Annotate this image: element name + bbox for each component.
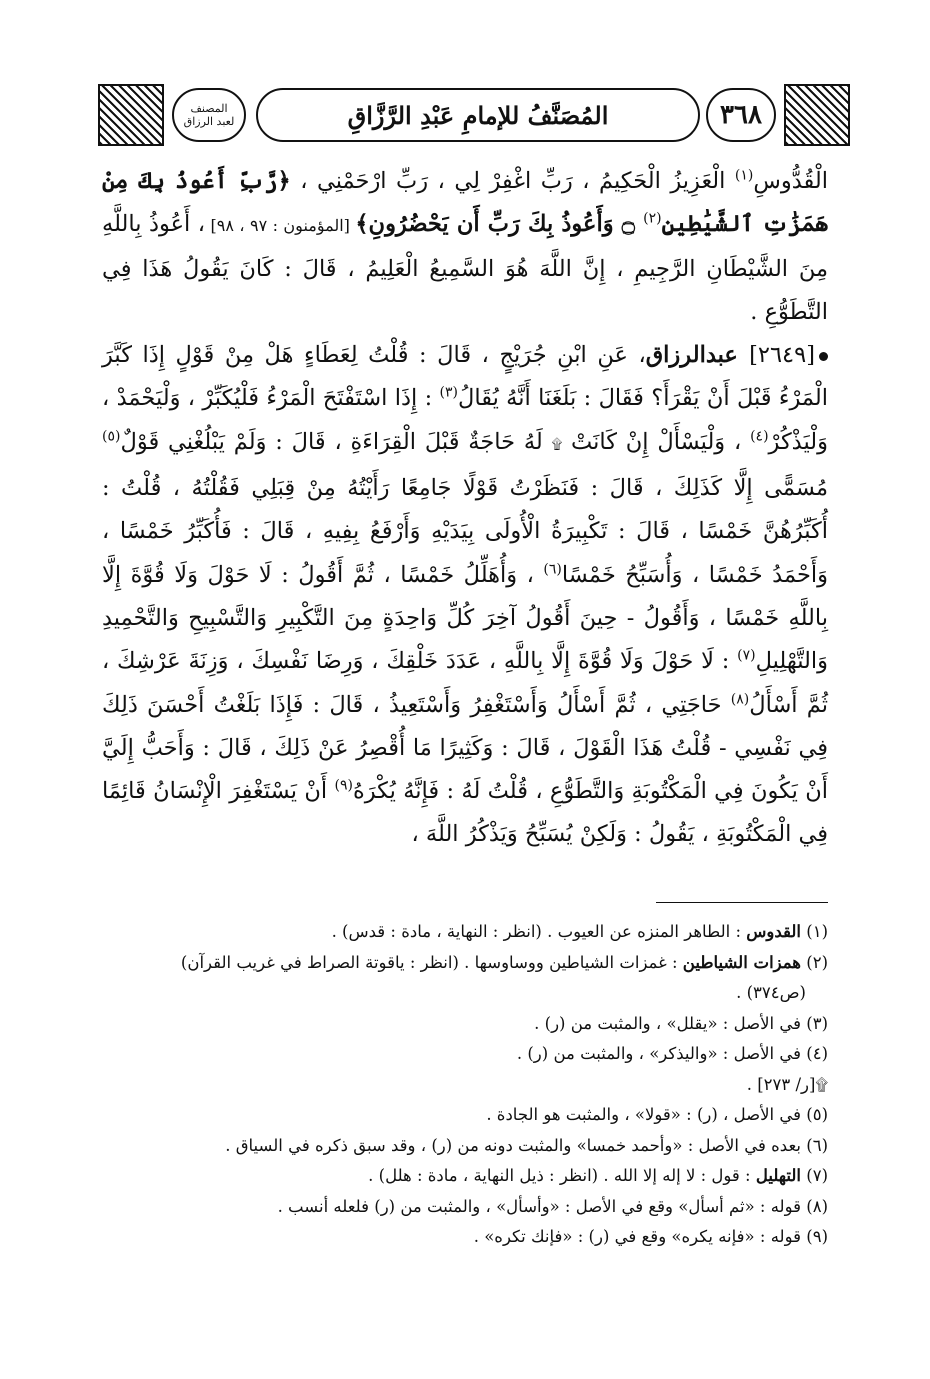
footnote-text: : غمزات الشياطين ووساوسها . (انظر : ياقوتة الصراط في غريب القرآن) — [180, 952, 683, 972]
footnote-9 — [102, 1222, 828, 1253]
text-segment: ، وَلْيَسْأَلْ إِنْ كَانَتْ — [562, 428, 751, 455]
footnote-text: [ر/ ٢٧٣] . — [746, 1074, 816, 1094]
text-segment: أَنْ يَسْتَغْفِرَ الْإِنْسَانُ قَائِمًا فِي الْمَكْتُوبَةِ ، يَقُولُ : وَلَكِنْ يُسَبِّحُ وَيَذْكُرُ اللَّهَ ، — [102, 778, 828, 848]
footnote-ref-4: (٤) — [750, 428, 769, 445]
footnote-divider — [656, 902, 828, 903]
footnote-ref-6: (٦) — [543, 561, 562, 578]
footnote-number: (٩) — [806, 1227, 828, 1246]
book-seal — [172, 88, 246, 142]
footnote-number: (٧) — [806, 1166, 828, 1185]
text-segment: : لَا حَوْلَ وَلَا قُوَّةَ إِلَّا بِاللَّهِ ، عَدَدَ خَلْقِكَ ، وَرِضَا نَفْسِكَ ، وَزِنَةَ عَرْشِكَ ، ثُمَّ أَسْأَلُ — [102, 648, 828, 718]
page-number: ٣٦٨ — [720, 100, 762, 130]
footnote-ref-8: (٨) — [730, 691, 750, 708]
text-segment: الْعَزِيزُ الْحَكِيمُ ، رَبِّ اغْفِرْ لِي ، رَبِّ ارْحَمْنِي ، — [290, 168, 735, 194]
seal-line1: المصنف — [190, 102, 228, 115]
hadith-number: [٢٦٤٩] — [749, 342, 815, 369]
text-segment: ، أَعُوذُ بِاللَّهِ مِنَ الشَّيْطَانِ الرَّجِيمِ ، إِنَّ اللَّهَ هُوَ السَّمِيعُ الْعَلِيمُ ، قَالَ : كَانَ يَقُولُ هَذَا فِي التَّطَوُّعِ . — [102, 211, 828, 325]
footnote-number: (٨) — [806, 1196, 828, 1216]
footnote-3 — [102, 1009, 828, 1040]
running-title — [256, 88, 700, 142]
footnote-text: : قول : لا إله إلا الله . (انظر : ذيل النهاية ، مادة : هلل) . — [368, 1166, 756, 1185]
paragraph-1 — [102, 160, 828, 334]
footnote-6 — [102, 1131, 828, 1162]
footnote-7 — [102, 1161, 828, 1192]
footnote-text: قوله : «ثم أسأل» وقع في الأصل : «وأسأل» ، والمثبت من (ر) فلعله أنسب . — [277, 1196, 801, 1216]
ornament-left — [98, 84, 164, 146]
running-title-text: المُصَنَّفُ للإمامِ عَبْدِ الرَّزَّاقِ — [347, 100, 609, 130]
footnote-text: : الطاهر المنزه عن العيوب . (انظر : النهاية ، مادة : قدس) . — [331, 922, 747, 941]
footnote-text: في الأصل : «يقلل» ، والمثبت من (ر) . — [534, 1013, 801, 1033]
footnote-ref-2: (٢) — [643, 210, 662, 227]
text-segment: مُسَمًّى إِلَّا كَذَلِكَ ، قَالَ : فَنَظَرْتُ قَوْلًا جَامِعًا رَأَيْتُهُ مِنْ قِبَلِي فَقُلْتُهُ ، قُلْتُ : أُكَبِّرُهُنَّ خَمْسًا ، قَالَ : تَكْبِيرَةُ الْأُولَى بِيَدَيْهِ وَأَرْفَعُ بِفِيهِ ، قَالَ : فَأُكَبِّرُ خَمْسًا ، وَأَحْمَدُ خَمْسًا ، وَأُسَبِّحُ خَمْسًا — [102, 475, 829, 588]
footnote-text: في الأصل ، (ر) : «قولا» ، والمثبت هو الجادة . — [486, 1105, 801, 1124]
text-segment: ، عَنِ ابْنِ جُرَيْجٍ ، قَالَ : قُلْتُ لِعَطَاءٍ هَلْ مِنْ قَوْلٍ إِذَا كَبَّرَ الْمَرْءُ قَبْلَ أَنْ يَقْرَأَ؟ فَقَالَ : بَلَغَنَا أَنَّهُ يُقَالُ — [102, 342, 828, 412]
footnote-number: (٢) — [806, 952, 828, 972]
text-segment: حَاجَتِي ، ثُمَّ أَسْأَلُ وَأَسْتَغْفِرُ وَأَسْتَعِيذُ ، قَالَ : فَإِذَا بَلَغْتُ أَحْسَنَ ذَلِكَ فِي نَفْسِي - قُلْتُ هَذَا الْقَوْلَ ، قَالَ : وَكَثِيرًا مَا أُقْصِرُ عَنْ ذَلِكَ ، قَالَ : وَأَحَبُّ إِلَيَّ أَنْ يَكُونَ فِي الْمَكْتُوبَةِ وَالتَّطَوُّعِ ، قُلْتُ لَهُ : فَإِنَّهُ يُكْرَهُ — [102, 691, 828, 805]
footnote-number: (٣) — [806, 1013, 828, 1033]
footnote-number: (٥) — [806, 1105, 828, 1124]
quran-verse: ﴿رَّبِّ أَعُوذُ بِكَ مِنْ هَمَزَٰتِ ٱلشَّيَٰطِينِ — [102, 168, 829, 238]
footnote-1 — [102, 917, 828, 948]
footnote-text: قوله : «فإنه يكره» وقع في (ر) : «فإنك تكره» . — [473, 1227, 801, 1246]
footnote-term: القدوس — [746, 922, 801, 941]
manuscript-page-mark: ۩ — [551, 436, 563, 453]
text-segment: ، وَأُهَلِّلُ خَمْسًا ، ثُمَّ أَقُولُ : لَا حَوْلَ وَلَا قُوَّةَ إِلَّا بِاللَّهِ خَمْسًا ، وَأَقُولُ - حِينَ أَقُولُ آخِرَ كُلِّ وَاحِدَةٍ مِنَ التَّكْبِيرِ وَالتَّسْبِيحِ وَالتَّحْمِيدِ وَالتَّهْلِيلِ — [102, 561, 828, 675]
footnote-text: (ص٣٧٤) . — [736, 983, 806, 1002]
footnote-number: (٦) — [806, 1135, 828, 1155]
footnotes — [102, 917, 828, 1253]
text-segment: لَهُ حَاجَةٌ قَبْلَ الْقِرَاءَةِ ، قَالَ : وَلَمْ يَبْلُغْنِي قَوْلٌ — [120, 428, 552, 455]
main-text — [102, 160, 828, 857]
footnote-term: التهليل — [755, 1166, 801, 1185]
footnote-ref-7: (٧) — [737, 647, 756, 664]
page-header — [98, 84, 850, 146]
ornament-right — [784, 84, 850, 146]
text-segment: : إِذَا اسْتَفْتَحَ الْمَرْءُ فَلْيُكَبِّرْ ، وَلْيَحْمَدْ ، وَلْيَذْكُرْ — [102, 385, 828, 455]
footnote-number: (٤) — [806, 1044, 828, 1063]
hadith-bullet — [819, 352, 828, 361]
footnote-page-mark — [102, 1070, 828, 1101]
author-name: عبدالرزاق — [645, 342, 750, 369]
page-number-box — [706, 88, 776, 142]
text-segment: الْقُدُّوسِ — [753, 168, 829, 194]
paragraph-2 — [102, 334, 828, 857]
quran-verse-2: ۝ وَأَعُوذُ بِكَ رَبِّ أَن يَحْضُرُونِ﴾ — [355, 211, 644, 238]
seal-line2: لعبد الرزاق — [183, 115, 235, 128]
footnote-number: (١) — [806, 922, 828, 941]
footnote-ref-9: (٩) — [334, 777, 353, 794]
footnote-8 — [102, 1192, 828, 1223]
verse-reference: [المؤمنون : ٩٧ ، ٩٨] — [205, 216, 356, 236]
footnote-ref-5: (٥) — [102, 428, 121, 445]
footnote-text: في الأصل : «واليذكر» ، والمثبت من (ر) . — [516, 1044, 801, 1063]
footnote-term: همزات الشياطين — [682, 952, 801, 972]
footnote-2-continued — [102, 978, 828, 1009]
footnote-5 — [102, 1100, 828, 1131]
page-mark-icon: ۩ — [815, 1074, 828, 1094]
footnote-4 — [102, 1039, 828, 1070]
footnote-2 — [102, 948, 828, 979]
footnote-ref-3: (٣) — [439, 384, 458, 401]
footnote-ref-1: (١) — [734, 167, 754, 184]
footnote-text: بعده في الأصل : «وأحمد خمسا» والمثبت دونه من (ر) ، وقد سبق ذكره في السياق . — [225, 1135, 801, 1155]
